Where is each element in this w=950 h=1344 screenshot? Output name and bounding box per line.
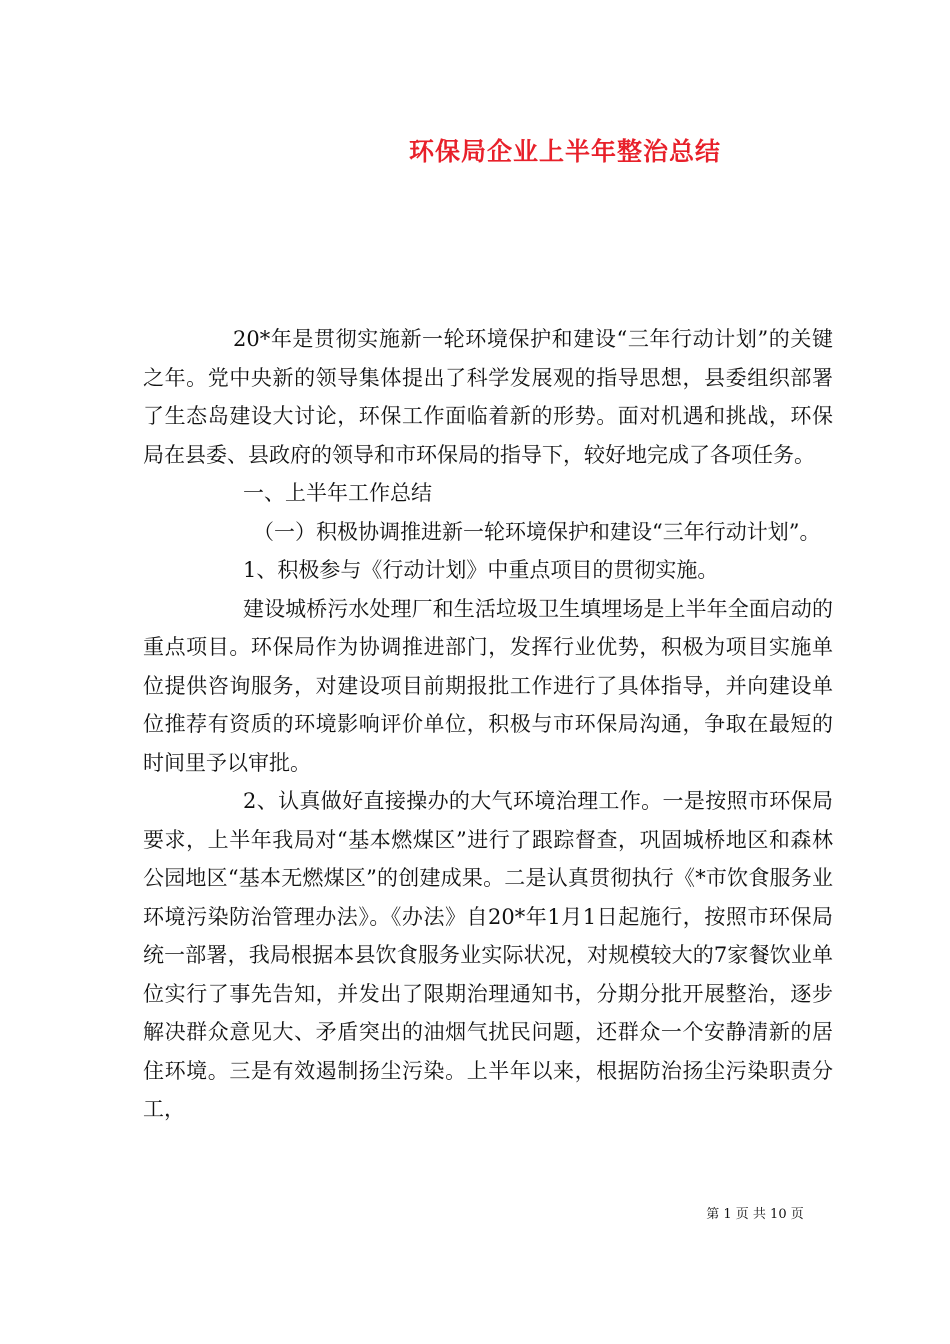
- subsection-heading: （一）积极协调推进新一轮环境保护和建设“三年行动计划”。: [253, 519, 821, 544]
- section-heading: 一、上半年工作总结: [243, 481, 432, 505]
- body-paragraph: 建设城桥污水处理厂和生活垃圾卫生填埋场是上半年全面启动的重点项目。环保局作为协调推进部门，发挥行业优势，积极为项目实施单位提供咨询服务，对建设项目前期报批工作进行了具体指导，并向建设单位推荐有资质的环境影响评价单位，积极与市环保局沟通，争取在最短的时间里予以审批。: [143, 596, 833, 775]
- document-title: 环保局企业上半年整治总结: [408, 137, 721, 166]
- page-number: 第 1 页 共 10 页: [706, 1207, 804, 1222]
- document-body: [143, 320, 833, 1129]
- body-paragraph: 2、认真做好直接操办的大气环境治理工作。一是按照市环保局要求，上半年我局对“基本燃煤区”进行了跟踪督查，巩固城桥地区和森林公园地区“基本无燃煤区”的创建成果。二是认真贯彻执行《*市饮食服务业环境污染防治管理办法》。《办法》自20*年1月1日起施行，按照市环保局统一部署，我局根据本县饮食服务业实际状况，对规模较大的7家餐饮业单位实行了事先告知，并发出了限期治理通知书，分期分批开展整治，逐步解决群众意见大、矛盾突出的油烟气扰民问题，还群众一个安静清新的居住环境。三是有效遏制扬尘污染。上半年以来，根据防治扬尘污染职责分工，: [143, 789, 833, 1121]
- intro-paragraph: 20*年是贯彻实施新一轮环境保护和建设“三年行动计划”的关键之年。党中央新的领导集体提出了科学发展观的指导思想，县委组织部署了生态岛建设大讨论，环保工作面临着新的形势。面对机遇和挑战，环保局在县委、县政府的领导和市环保局的指导下，较好地完成了各项任务。: [143, 327, 833, 467]
- item-heading: 1、积极参与《行动计划》中重点项目的贯彻实施。: [243, 558, 719, 582]
